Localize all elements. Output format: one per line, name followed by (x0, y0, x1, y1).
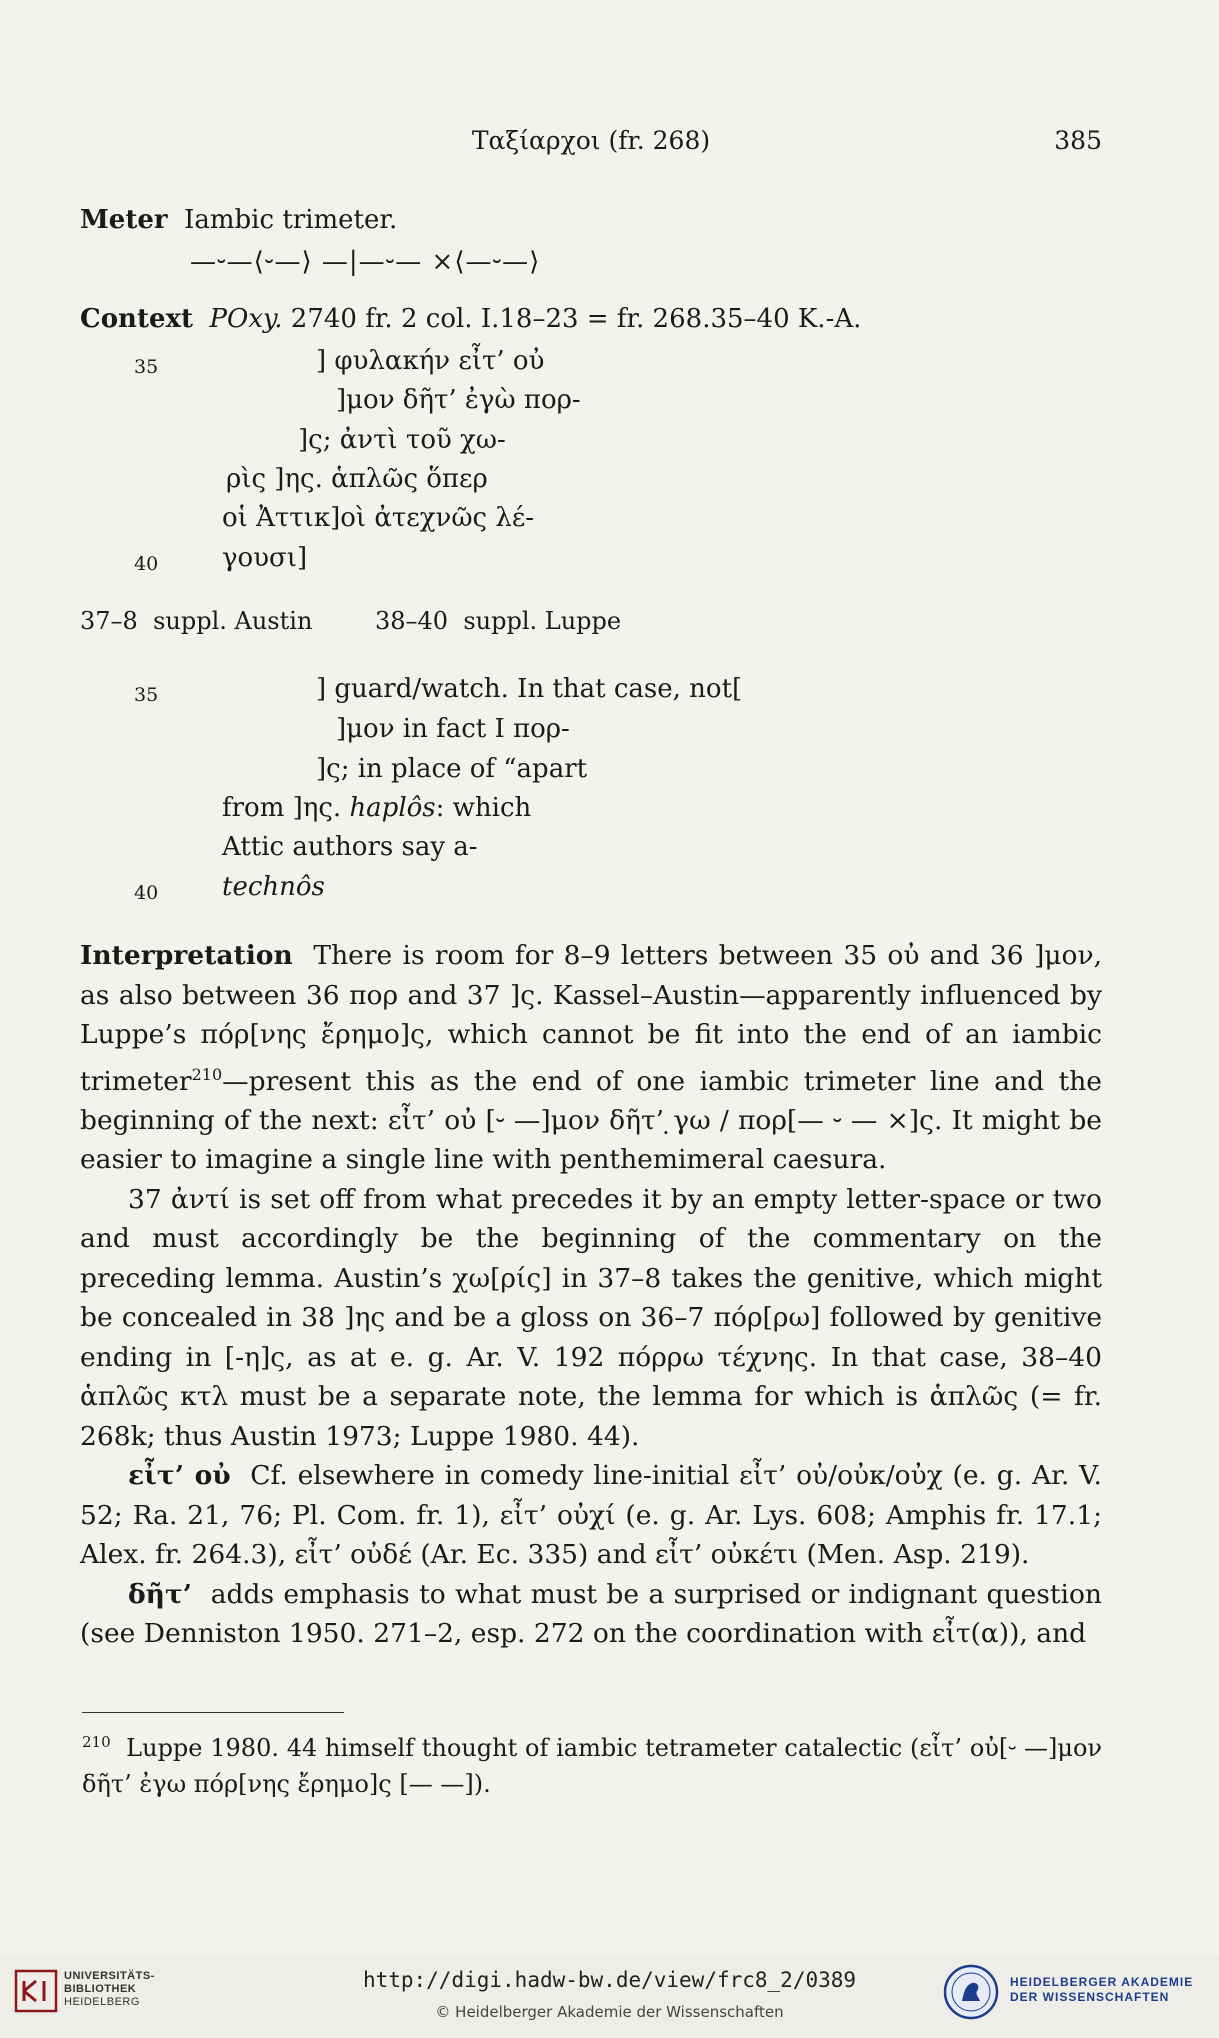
greek-line-number: 35 (134, 356, 159, 378)
interpretation-p1 (80, 936, 1102, 1180)
interpretation-p3 (80, 1456, 1102, 1575)
interpretation-label: Interpretation (80, 940, 293, 971)
context-rest: 2740 fr. 2 col. I.18–23 = fr. 268.35–40 K.-A. (282, 304, 862, 334)
copyright-notice: © Heidelberger Akademie der Wissenschaften (435, 2003, 784, 2021)
greek-line: γουσι] (222, 543, 308, 573)
interpretation-section (80, 936, 1102, 1654)
apparatus-a-text: suppl. Austin (153, 607, 313, 635)
translation-line: ]μον in fact I πορ- (336, 714, 570, 744)
translation-line-number: 35 (134, 684, 159, 706)
context-line (80, 304, 861, 334)
greek-line: ]μον δῆτ’ ἐγὼ πορ- (336, 385, 581, 415)
lemma: εἶτ’ οὐ (128, 1460, 231, 1492)
footnote-rule (82, 1712, 344, 1713)
apparatus (80, 607, 312, 635)
translation-line (222, 793, 531, 823)
translation-haplos: haplôs (349, 793, 436, 823)
translation-line: Attic authors say a- (222, 832, 478, 862)
footnote-ref[interactable]: 210 (191, 1064, 223, 1084)
footnote-text: Luppe 1980. 44 himself thought of iambic tetrameter catalectic (εἶτ’ οὐ[⏑ —]μον δῆτ’ ἐγω πόρ[νης ἔρημο]ς [— —]). (82, 1734, 1102, 1798)
academy-name (1010, 1975, 1193, 2005)
apparatus-a-num: 37–8 (80, 607, 138, 635)
lemma: δῆτ’ (128, 1578, 192, 1610)
greek-line-number: 40 (134, 553, 159, 575)
greek-line: ρὶς ]ης. ἁπλῶς ὅπερ (226, 464, 488, 494)
academy-line1: HEIDELBERGER AKADEMIE (1010, 1975, 1194, 1989)
interpretation-p1-text: There is room for 8–9 letters between 35 οὐ and 36 ]μον, as also between 36 πορ and 37 ]ς. Kassel–Austin—apparently influenced by Luppe’s πόρ[νης ἔρημο]ς, which cannot be fit into the end of an iambic trimeter (80, 940, 1102, 1097)
meter-value: Iambic trimeter. (184, 205, 398, 235)
interpretation-p4-text: adds emphasis to what must be a surprised or indignant question (see Denniston 1950. 271–2, esp. 272 on the coordination with εἶτ(α)), and (80, 1578, 1102, 1650)
translation-from: from ]ης. (222, 793, 342, 823)
interpretation-p2: 37 ἀντί is set off from what precedes it by an empty letter-space or two and must accordingly be the beginning of the commentary on the preceding lemma. Austin’s χω[ρίς] in 37–8 takes the genitive, which might be concealed in 38 ]ης and be a gloss on 36–7 πόρ[ρω] followed by genitive ending in [-η]ς, as at e. g. Ar. V. 192 πόρρω τέχνης. In that case, 38–40 ἁπλῶς κτλ must be a separate note, the lemma for which is ἁπλῶς (= fr. 268k; thus Austin 1973; Luppe 1980. 44). (80, 1183, 1102, 1452)
academy-line2: DER WISSENSCHAFTEN (1010, 1990, 1170, 2004)
academy-seal-icon (942, 1963, 1000, 2021)
translation-line-number: 40 (134, 882, 159, 904)
uni-line1: UNIVERSITÄTS- (64, 1970, 155, 1982)
uni-line2: BIBLIOTHEK (64, 1983, 137, 1995)
permalink-url[interactable]: http://digi.hadw-bw.de/view/frc8_2/0389 (362, 1968, 857, 1992)
footnote (82, 1724, 1102, 1802)
translation-which: : which (435, 793, 532, 823)
greek-line: ]ς; ἀντὶ τοῦ χω- (298, 425, 506, 455)
translation-line: ] guard/watch. In that case, not[ (316, 674, 743, 704)
footer-bar (0, 1955, 1219, 2038)
greek-line: οἱ Ἀττικ]οὶ ἀτεχνῶς λέ- (222, 503, 535, 533)
meter-line (80, 205, 397, 235)
translation-line: ]ς; in place of “apart (316, 754, 588, 784)
page-number: 385 (1054, 126, 1102, 155)
apparatus-b-num: 38–40 (375, 607, 449, 635)
greek-line: ] φυλακήν εἶτ’ οὐ (316, 346, 545, 376)
footnote-number: 210 (82, 1733, 111, 1751)
meter-label: Meter (80, 205, 168, 235)
apparatus-b-text: suppl. Luppe (463, 607, 622, 635)
interpretation-p4 (80, 1575, 1102, 1654)
context-source: POxy. (209, 304, 283, 334)
running-title: Ταξίαρχοι (fr. 268) (471, 126, 711, 155)
meter-scheme: —⏑—⟨⏑—⟩ —|—⏑— ×⟨—⏑—⟩ (190, 247, 541, 277)
interpretation-p3-text: Cf. elsewhere in comedy line-initial εἶτ’ οὐ/οὐκ/οὐχ (e. g. Ar. V. 52; Ra. 21, 76; Pl. Com. fr. 1), εἶτ’ οὐχί (e. g. Ar. Lys. 608; Amphis fr. 17.1; Alex. fr. 264.3), εἶτ’ οὐδέ (Ar. Ec. 335) and εἶτ’ οὐκέτι (Men. Asp. 219). (80, 1460, 1102, 1571)
apparatus-b (375, 607, 621, 635)
translation-line: technôs (222, 872, 325, 902)
uni-line3: HEIDELBERG (64, 1996, 140, 2008)
context-label: Context (80, 304, 194, 334)
interpretation-p1-text-b: —present this as the end of one iambic trimeter line and the beginning of the next: εἶτ’ οὐ [⏑ —]μον δῆτ’ ̣γω / πορ[— ⏑ — ×]ς. It might be easier to imagine a single line with penthemimeral caesura. (80, 1065, 1102, 1176)
